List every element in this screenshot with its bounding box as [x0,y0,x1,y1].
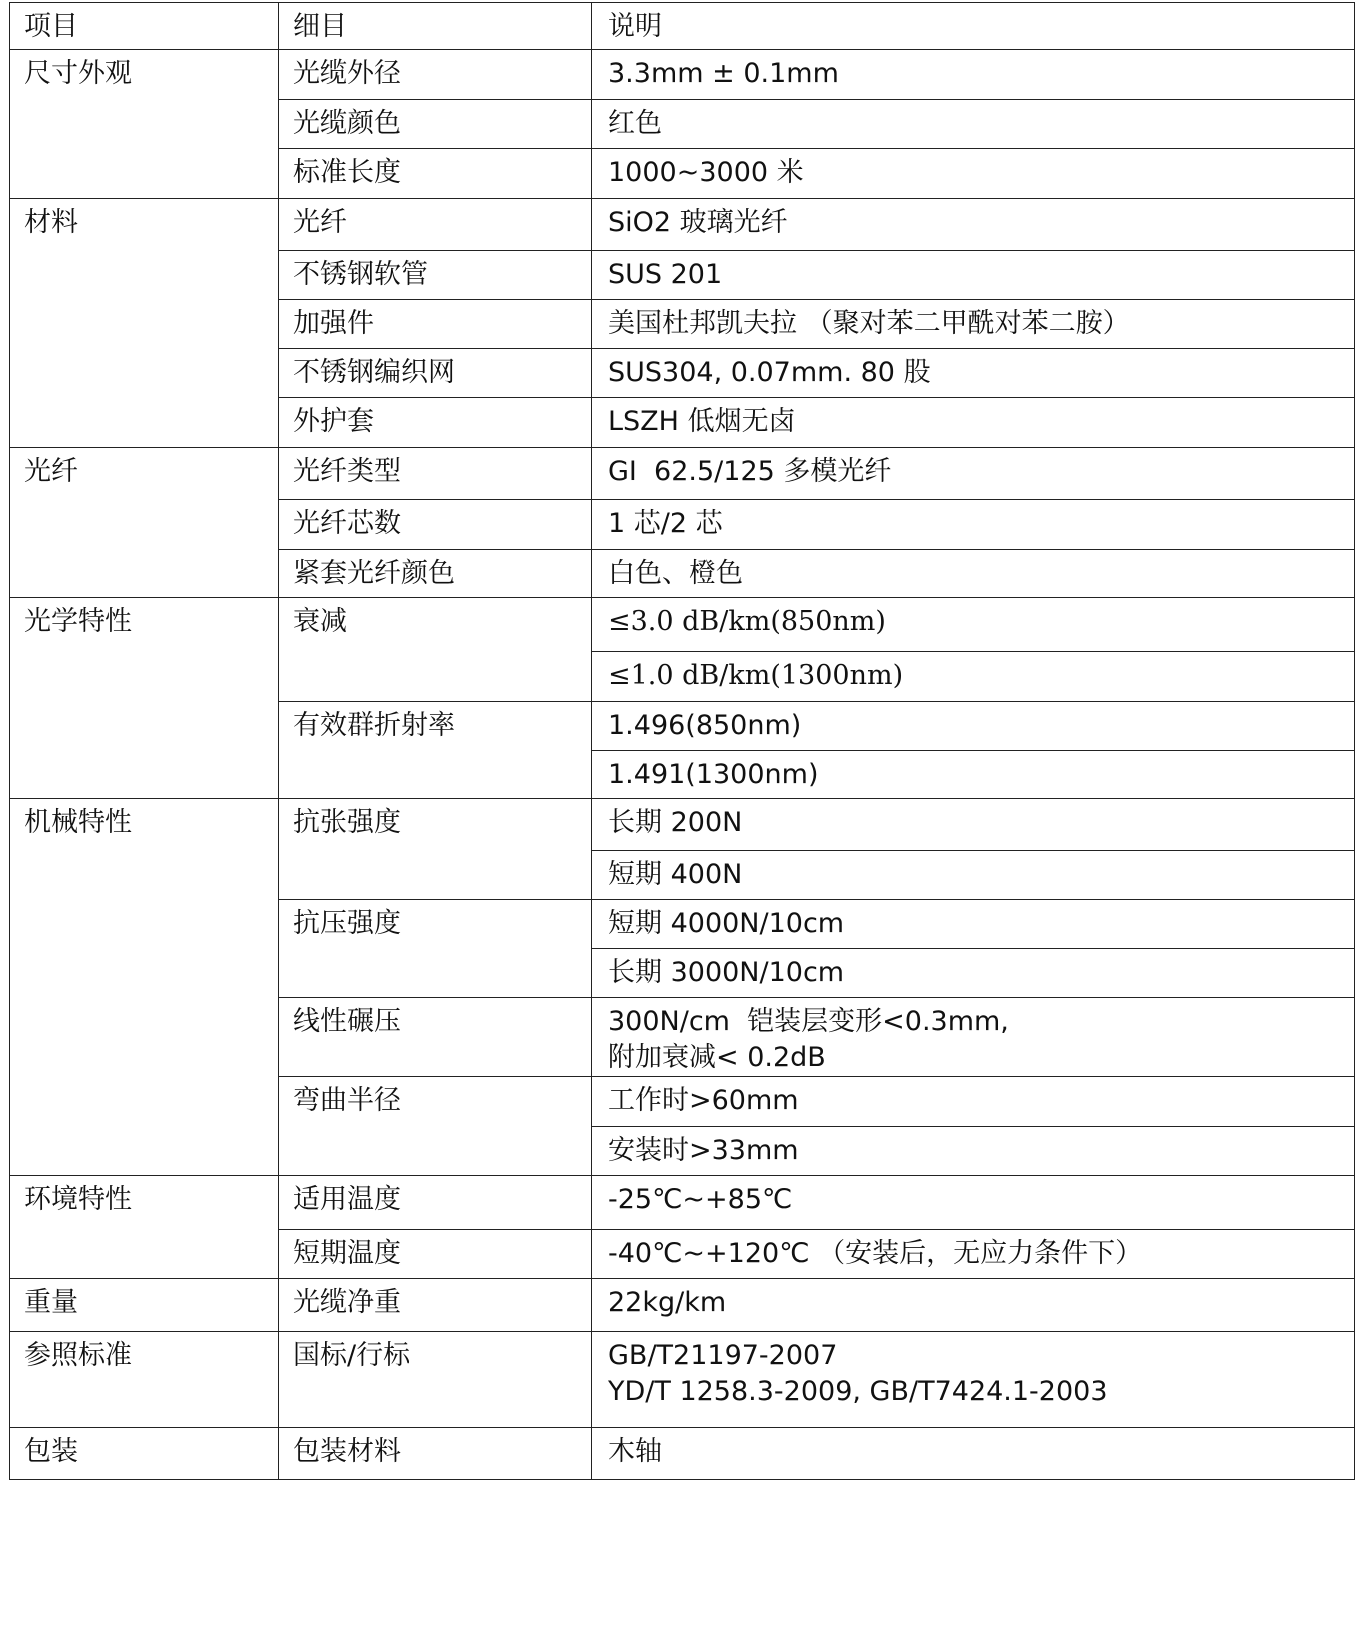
value-cell: 300N/cm 铠装层变形<0.3mm, 附加衰减< 0.2dB [592,998,1355,1077]
table-row [10,1428,1355,1480]
header-description: 说明 [592,3,1355,50]
table-row [10,1176,1355,1230]
table-row [10,799,1355,851]
category-cell: 光学特性 [10,598,279,799]
detail-cell: 短期温度 [279,1230,592,1279]
category-cell: 光纤 [10,448,279,598]
table-row [10,598,1355,652]
detail-cell: 光纤芯数 [279,500,592,550]
value-cell: ≤1.0 dB/km(1300nm) [592,652,1355,702]
value-cell: GI 62.5/125 多模光纤 [592,448,1355,500]
detail-cell: 有效群折射率 [279,702,592,799]
value-cell: 安装时>33mm [592,1127,1355,1176]
value-cell: SiO2 玻璃光纤 [592,199,1355,251]
value-cell: SUS304, 0.07mm. 80 股 [592,349,1355,398]
value-cell: 1.496(850nm) [592,702,1355,751]
table-row [10,199,1355,251]
detail-cell: 加强件 [279,300,592,349]
value-cell: 木轴 [592,1428,1355,1480]
detail-cell: 适用温度 [279,1176,592,1230]
value-cell: 长期 200N [592,799,1355,851]
table-row [10,1332,1355,1428]
detail-cell: 光纤 [279,199,592,251]
value-cell: ≤3.0 dB/km(850nm) [592,598,1355,652]
category-cell: 重量 [10,1279,279,1332]
value-cell: LSZH 低烟无卤 [592,398,1355,448]
detail-cell: 光纤类型 [279,448,592,500]
value-cell: 22kg/km [592,1279,1355,1332]
value-cell: 1000~3000 米 [592,149,1355,199]
spec-table [9,2,1355,1480]
detail-cell: 光缆净重 [279,1279,592,1332]
value-cell: SUS 201 [592,251,1355,300]
table-row [10,448,1355,500]
detail-cell: 光缆颜色 [279,100,592,149]
value-cell: 短期 400N [592,851,1355,900]
header-row [10,3,1355,50]
value-cell: 1.491(1300nm) [592,751,1355,799]
value-cell: 3.3mm ± 0.1mm [592,50,1355,100]
header-detail: 细目 [279,3,592,50]
detail-cell: 紧套光纤颜色 [279,550,592,598]
detail-cell: 抗压强度 [279,900,592,998]
spec-table-body [10,3,1355,1480]
value-cell: 1 芯/2 芯 [592,500,1355,550]
value-cell: -25℃~+85℃ [592,1176,1355,1230]
category-cell: 机械特性 [10,799,279,1176]
category-cell: 包装 [10,1428,279,1480]
value-cell: 红色 [592,100,1355,149]
category-cell: 尺寸外观 [10,50,279,199]
value-cell: 白色、橙色 [592,550,1355,598]
category-cell: 环境特性 [10,1176,279,1279]
detail-cell: 标准长度 [279,149,592,199]
detail-cell: 衰减 [279,598,592,702]
table-row [10,1279,1355,1332]
value-cell: 长期 3000N/10cm [592,949,1355,998]
value-cell: GB/T21197-2007 YD/T 1258.3-2009, GB/T7424.1-2003 [592,1332,1355,1428]
value-cell: 美国杜邦凯夫拉 （聚对苯二甲酰对苯二胺） [592,300,1355,349]
header-item: 项目 [10,3,279,50]
detail-cell: 国标/行标 [279,1332,592,1428]
detail-cell: 线性碾压 [279,998,592,1077]
detail-cell: 不锈钢软管 [279,251,592,300]
value-cell: -40℃~+120℃ （安装后，无应力条件下） [592,1230,1355,1279]
detail-cell: 弯曲半径 [279,1077,592,1176]
detail-cell: 外护套 [279,398,592,448]
value-cell: 工作时>60mm [592,1077,1355,1127]
category-cell: 材料 [10,199,279,448]
value-cell: 短期 4000N/10cm [592,900,1355,949]
detail-cell: 光缆外径 [279,50,592,100]
category-cell: 参照标准 [10,1332,279,1428]
detail-cell: 不锈钢编织网 [279,349,592,398]
table-row [10,50,1355,100]
detail-cell: 抗张强度 [279,799,592,900]
detail-cell: 包装材料 [279,1428,592,1480]
